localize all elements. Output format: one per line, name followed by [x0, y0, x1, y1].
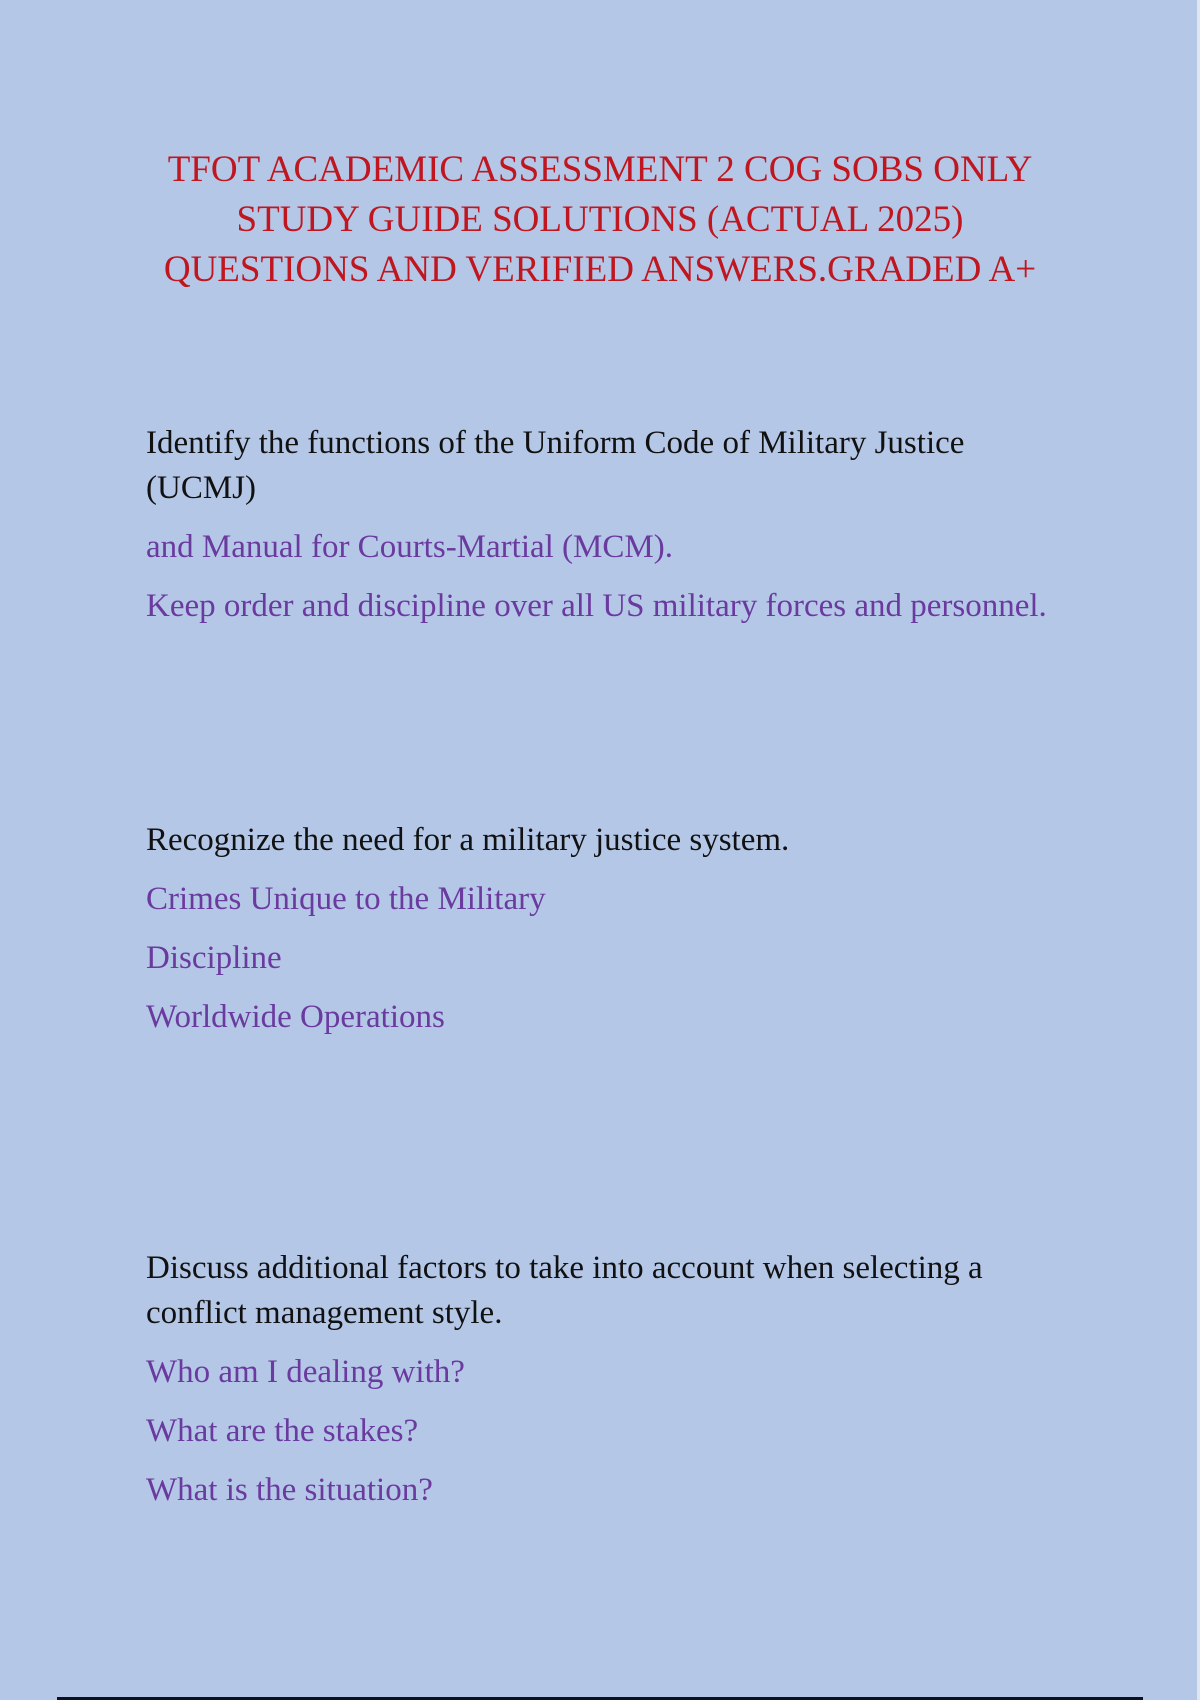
- answer-text: Worldwide Operations: [146, 999, 445, 1035]
- answer-text: Who am I dealing with?: [146, 1354, 465, 1390]
- question-text: Recognize the need for a military justice system.: [146, 822, 790, 858]
- qa-section-3: [146, 1246, 1076, 1513]
- qa-section-1: [146, 421, 1076, 629]
- answer-text: What is the situation?: [146, 1472, 433, 1508]
- question-text: Discuss additional factors to take into account when selecting a conflict management style.: [146, 1250, 983, 1331]
- answer-text: What are the stakes?: [146, 1413, 419, 1449]
- answer-text: and Manual for Courts-Martial (MCM).: [146, 529, 673, 565]
- answer-text: Discipline: [146, 940, 282, 976]
- document-title: TFOT ACADEMIC ASSESSMENT 2 COG SOBS ONLY STUDY GUIDE SOLUTIONS (ACTUAL 2025) QUESTIONS AND VERIFIED ANSWERS.GRADED A+: [163, 149, 1037, 290]
- answer-text: Crimes Unique to the Military: [146, 881, 546, 917]
- question-text: Identify the functions of the Uniform Code of Military Justice (UCMJ): [146, 425, 965, 506]
- answer-text: Keep order and discipline over all US military forces and personnel.: [146, 588, 1047, 624]
- qa-section-2: [146, 818, 1076, 1040]
